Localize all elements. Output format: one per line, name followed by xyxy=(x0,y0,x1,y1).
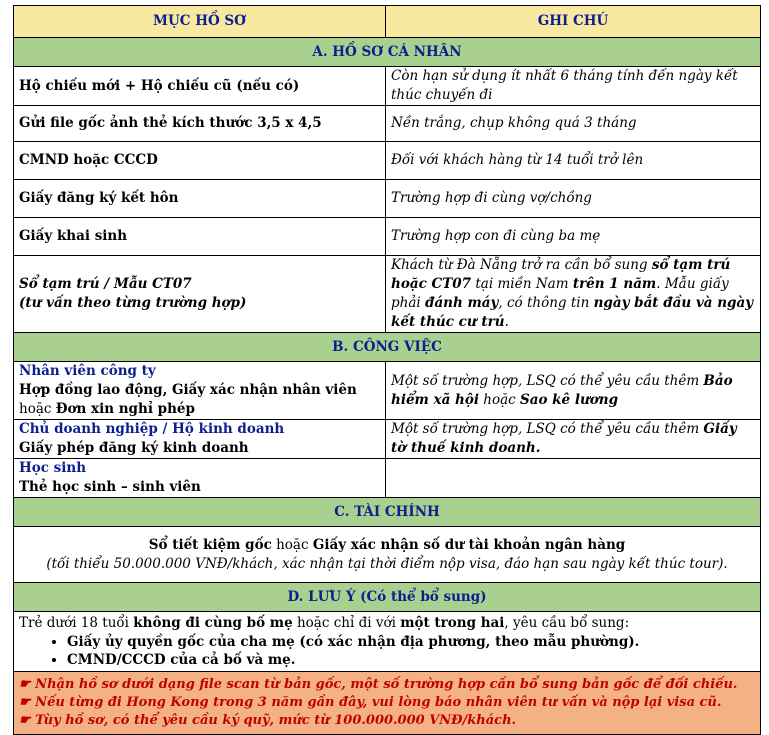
owner-note-bold: Giấy tờ thuế kinh doanh. xyxy=(391,421,737,456)
notes-intro xyxy=(19,614,755,633)
notes-row xyxy=(14,612,761,672)
document-item: CMND hoặc CCCD xyxy=(14,142,386,180)
section-b-row xyxy=(14,333,761,362)
employee-docs: Hợp đồng lao động, Giấy xác nhận nhân viên xyxy=(19,382,357,398)
table-row xyxy=(14,142,761,180)
owner-item xyxy=(14,420,386,459)
student-docs: Thẻ học sinh – sinh viên xyxy=(19,479,201,495)
document-note: Nền trắng, chụp không quá 3 tháng xyxy=(386,106,761,142)
header-notes: GHI CHÚ xyxy=(386,6,761,38)
document-item: Hộ chiếu mới + Hộ chiếu cũ (nếu có) xyxy=(14,67,386,106)
highlight-note: ☛ Nếu từng đi Hong Kong trong 3 năm gần đây, vui lòng báo nhân viên tư vấn và nộp lại visa cũ. xyxy=(19,695,722,710)
residence-note-bold: ngày bắt đầu và ngày kết thúc cư trú xyxy=(391,295,754,330)
finance-cell xyxy=(14,527,761,583)
notes-intro-bold: một trong hai xyxy=(400,614,505,631)
table-row-employee xyxy=(14,362,761,420)
residence-note xyxy=(386,256,761,333)
section-d-row xyxy=(14,583,761,612)
document-item: Giấy đăng ký kết hôn xyxy=(14,180,386,218)
finance-row xyxy=(14,527,761,583)
student-note xyxy=(386,459,761,498)
finance-balance: Giấy xác nhận số dư tài khoản ngân hàng xyxy=(312,537,626,553)
document-note: Còn hạn sử dụng ít nhất 6 tháng tính đến ngày kết thúc chuyến đi xyxy=(386,67,761,106)
section-d-title: D. LƯU Ý (Có thể bổ sung) xyxy=(14,583,761,612)
finance-savings: Sổ tiết kiệm gốc xyxy=(148,537,272,553)
finance-or: hoặc xyxy=(271,537,313,553)
residence-note-bold: sổ tạm trú hoặc CT07 xyxy=(391,257,731,292)
employee-note-bold: Sao kê lương xyxy=(519,391,619,408)
residence-note-text: . xyxy=(504,314,509,330)
employee-note-text: Một số trường hợp, LSQ có thể yêu cầu thêm xyxy=(391,372,704,389)
residence-note-text: , có thông tin xyxy=(498,295,594,311)
section-a-row xyxy=(14,38,761,67)
residence-note-text: Khách từ Đà Nẵng trở ra cần bổ sung xyxy=(391,257,652,273)
notes-cell xyxy=(14,612,761,672)
document-note: Trường hợp con đi cùng ba mẹ xyxy=(386,218,761,256)
residence-note-bold: đánh máy xyxy=(425,295,499,311)
employee-note-text: hoặc xyxy=(478,391,520,408)
section-c-title: C. TÀI CHÍNH xyxy=(14,498,761,527)
section-a-title: A. HỒ SƠ CÁ NHÂN xyxy=(14,38,761,67)
table-row xyxy=(14,218,761,256)
table-row-owner xyxy=(14,420,761,459)
document-note: Đối với khách hàng từ 14 tuổi trở lên xyxy=(386,142,761,180)
table-row-student xyxy=(14,459,761,498)
notes-intro-bold: không đi cùng bố mẹ xyxy=(133,614,293,631)
notes-intro-text: hoặc chỉ đi với xyxy=(292,614,401,631)
notes-bullet-list xyxy=(19,633,755,669)
document-note: Trường hợp đi cùng vợ/chồng xyxy=(386,180,761,218)
student-title: Học sinh xyxy=(19,460,87,476)
employee-note xyxy=(386,362,761,420)
employee-title: Nhân viên công ty xyxy=(19,363,156,379)
document-item: Giấy khai sinh xyxy=(14,218,386,256)
header-documents: MỤC HỒ SƠ xyxy=(14,6,386,38)
list-item: • Giấy ủy quyền gốc của cha mẹ (có xác nhận địa phương, theo mẫu phường). xyxy=(67,633,755,651)
residence-item xyxy=(14,256,386,333)
employee-note-bold: Bảo hiểm xã hội xyxy=(391,372,733,408)
employee-docs-or: hoặc xyxy=(19,401,56,417)
residence-item-line1: Sổ tạm trú / Mẫu CT07 xyxy=(19,276,192,292)
employee-item xyxy=(14,362,386,420)
owner-note-text: Một số trường hợp, LSQ có thể yêu cầu thêm xyxy=(391,421,704,437)
table-row xyxy=(14,67,761,106)
notes-intro-text: , yêu cầu bổ sung: xyxy=(504,614,630,631)
highlight-note: ☛ Nhận hồ sơ dưới dạng file scan từ bản gốc, một số trường hợp cần bổ sung bản gốc để đối chiếu. xyxy=(19,677,738,692)
owner-title: Chủ doanh nghiệp / Hộ kinh doanh xyxy=(19,421,285,437)
document-item: Gửi file gốc ảnh thẻ kích thước 3,5 x 4,5 xyxy=(14,106,386,142)
list-item: • CMND/CCCD của cả bố và mẹ. xyxy=(67,651,755,669)
table-row-residence xyxy=(14,256,761,333)
owner-note xyxy=(386,420,761,459)
section-b-title: B. CÔNG VIỆC xyxy=(14,333,761,362)
residence-note-text: . Mẫu giấy phải xyxy=(391,276,729,311)
highlight-row xyxy=(14,672,761,735)
table-row xyxy=(14,180,761,218)
highlight-note: ☛ Tùy hồ sơ, có thể yêu cầu ký quỹ, mức từ 100.000.000 VNĐ/khách. xyxy=(19,713,517,728)
employee-docs-leave: Đơn xin nghỉ phép xyxy=(55,401,195,417)
student-item xyxy=(14,459,386,498)
residence-item-line2: (tư vấn theo từng trường hợp) xyxy=(19,295,247,311)
section-c-row xyxy=(14,498,761,527)
header-row xyxy=(14,6,761,38)
notes-intro-text: Trẻ dưới 18 tuổi xyxy=(19,614,134,631)
owner-docs: Giấy phép đăng ký kinh doanh xyxy=(19,440,249,456)
visa-document-table xyxy=(13,5,761,735)
finance-condition: (tối thiểu 50.000.000 VNĐ/khách, xác nhận tại thời điểm nộp visa, đáo hạn sau ngày kết thúc tour). xyxy=(46,556,728,572)
highlight-cell xyxy=(14,672,761,735)
residence-note-text: tại miền Nam xyxy=(471,276,573,292)
table-row xyxy=(14,106,761,142)
residence-note-bold: trên 1 năm xyxy=(572,276,657,292)
